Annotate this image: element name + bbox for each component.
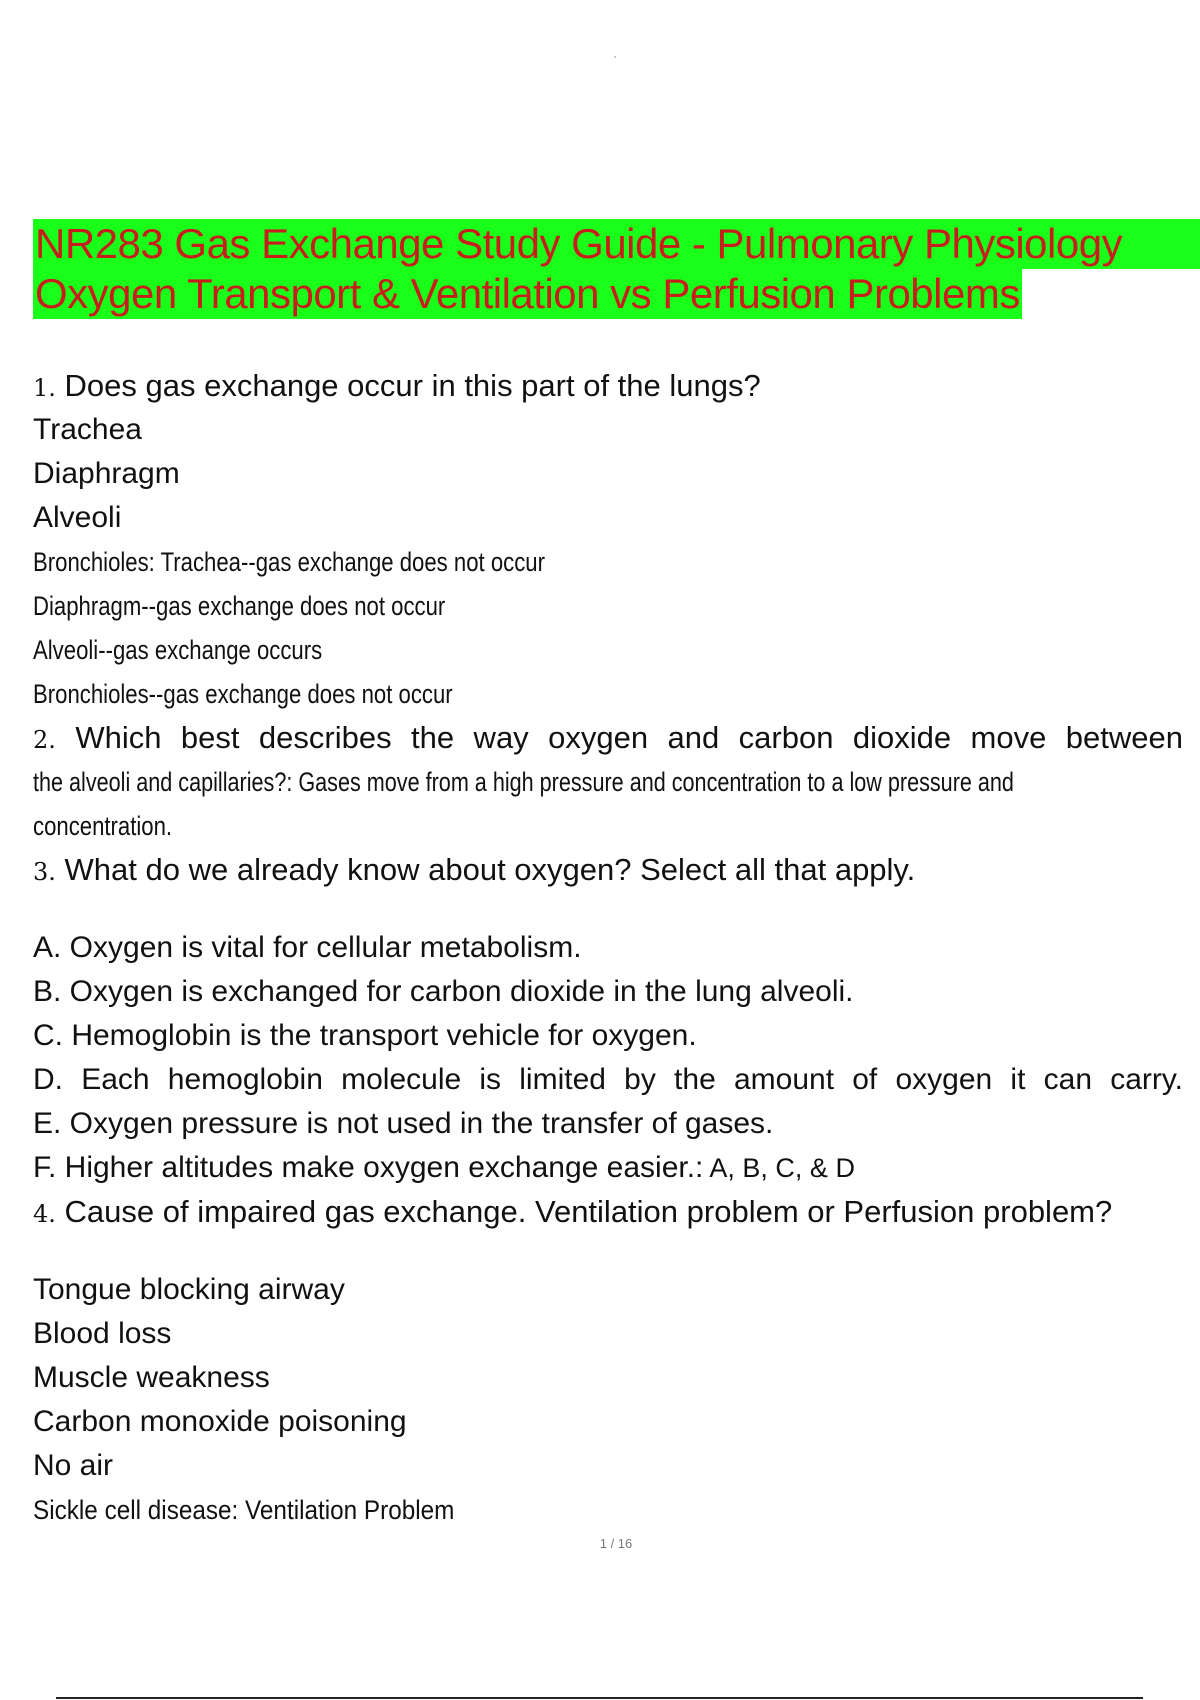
question-text: Which best describes the way oxygen and carbon dioxide move between: [75, 720, 1183, 755]
title-line-2: Oxygen Transport & Ventilation vs Perfusion Problems: [35, 270, 1020, 317]
question-text: What do we already know about oxygen? Select all that apply.: [64, 852, 916, 887]
spacer: [33, 1234, 1183, 1268]
question-number: 4.: [33, 1200, 56, 1228]
q3-option: E. Oxygen pressure is not used in the transfer of gases.: [33, 1107, 774, 1140]
q1-answer: Alveoli--gas exchange occurs: [33, 635, 323, 665]
q1-answer: Bronchioles: Trachea--gas exchange does not occur: [33, 547, 545, 577]
q4-option: Blood loss: [33, 1317, 172, 1350]
q3-option: B. Oxygen is exchanged for carbon dioxide in the lung alveoli.: [33, 975, 854, 1008]
q3-answer: A, B, C, & D: [703, 1153, 855, 1183]
question-number: 1.: [33, 374, 56, 402]
page-number: 1 / 16: [599, 1536, 633, 1551]
question-3: [33, 848, 1183, 892]
q1-option: Alveoli: [33, 501, 122, 534]
q4-answer: Sickle cell disease: Ventilation Problem: [33, 1495, 455, 1525]
q4-option: Tongue blocking airway: [33, 1273, 345, 1306]
q4-option: No air: [33, 1449, 114, 1482]
question-4: [33, 1190, 1183, 1234]
q4-option: Muscle weakness: [33, 1361, 270, 1394]
q3-option-with-answer: [33, 1146, 1183, 1190]
document-body: [33, 364, 1183, 1532]
q2-answer-line: concentration.: [33, 811, 173, 841]
question-number: 3.: [33, 858, 56, 886]
document-title: [33, 219, 1200, 319]
scan-mark: [614, 56, 616, 58]
question-number: 2.: [33, 726, 56, 754]
spacer: [33, 892, 1183, 926]
q1-answer: Diaphragm--gas exchange does not occur: [33, 591, 446, 621]
q3-option: C. Hemoglobin is the transport vehicle for oxygen.: [33, 1019, 697, 1052]
bottom-divider: [56, 1697, 1143, 1699]
q1-option: Trachea: [33, 413, 142, 446]
q1-option: Diaphragm: [33, 457, 180, 490]
q4-option: Carbon monoxide poisoning: [33, 1405, 407, 1438]
question-text: Cause of impaired gas exchange. Ventilation problem or Perfusion problem?: [64, 1194, 1113, 1229]
q3-option-f: F. Higher altitudes make oxygen exchange easier.:: [33, 1151, 704, 1184]
q2-answer-line: the alveoli and capillaries?: Gases move from a high pressure and concentration to a low pressure and: [33, 767, 1014, 797]
title-line-1: NR283 Gas Exchange Study Guide - Pulmonary Physiology: [33, 219, 1200, 269]
q1-answer: Bronchioles--gas exchange does not occur: [33, 679, 453, 709]
question-1: [33, 364, 1183, 408]
q3-option: A. Oxygen is vital for cellular metabolism.: [33, 931, 582, 964]
q3-option: D. Each hemoglobin molecule is limited by the amount of oxygen it can carry.: [33, 1063, 1183, 1096]
question-text: Does gas exchange occur in this part of the lungs?: [64, 368, 761, 403]
question-2: [33, 716, 1183, 760]
